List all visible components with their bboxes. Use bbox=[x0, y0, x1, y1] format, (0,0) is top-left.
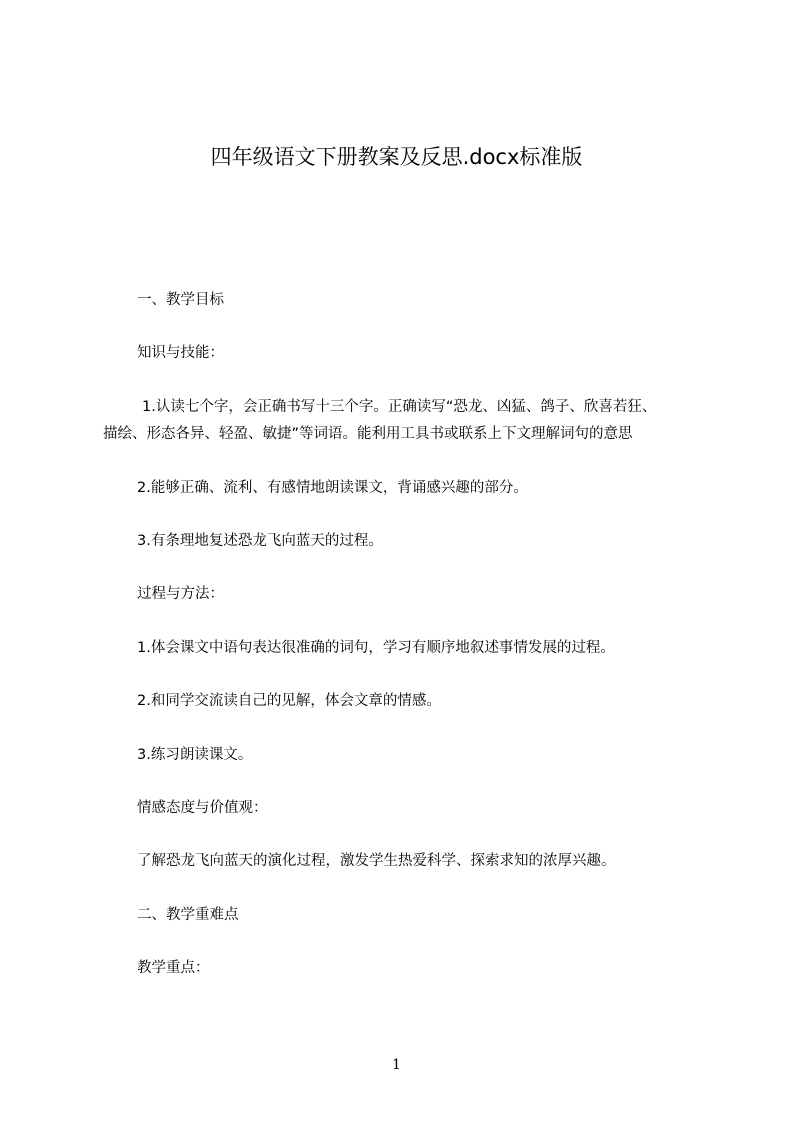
paragraph-line: 3.有条理地复述恐龙飞向蓝天的过程。 bbox=[137, 533, 383, 549]
paragraph-line: 了解恐龙飞向蓝天的演化过程，激发学生热爱科学、探索求知的浓厚兴趣。 bbox=[137, 853, 616, 869]
paragraph-line: 2.能够正确、流利、有感情地朗读课文，背诵感兴趣的部分。 bbox=[137, 480, 528, 496]
subheading-knowledge-skills: 知识与技能： bbox=[137, 345, 224, 361]
paragraph-line: 2.和同学交流读自己的见解，体会文章的情感。 bbox=[137, 693, 441, 709]
section-heading-objectives: 一、教学目标 bbox=[137, 292, 224, 308]
paragraph-line: 1.体会课文中语句表达很准确的词句，学习有顺序地叙述事情发展的过程。 bbox=[137, 640, 615, 656]
paragraph-line: 1.认读七个字，会正确书写十三个字。正确读写“恐龙、凶猛、鸽子、欣喜若狂、 bbox=[142, 399, 657, 415]
document-title: 四年级语文下册教案及反思.docx标准版 bbox=[210, 145, 583, 169]
subheading-emotion-values: 情感态度与价值观： bbox=[137, 800, 268, 816]
paragraph-line: 描绘、形态各异、轻盈、敏捷”等词语。能利用工具书或联系上下文理解词句的意思 bbox=[103, 426, 633, 442]
subheading-process-methods: 过程与方法： bbox=[137, 586, 224, 602]
section-heading-key-points: 二、教学重难点 bbox=[137, 907, 239, 923]
page-number: 1 bbox=[392, 1057, 401, 1073]
paragraph-line: 3.练习朗读课文。 bbox=[137, 747, 253, 763]
subheading-teaching-focus: 教学重点： bbox=[137, 960, 210, 976]
